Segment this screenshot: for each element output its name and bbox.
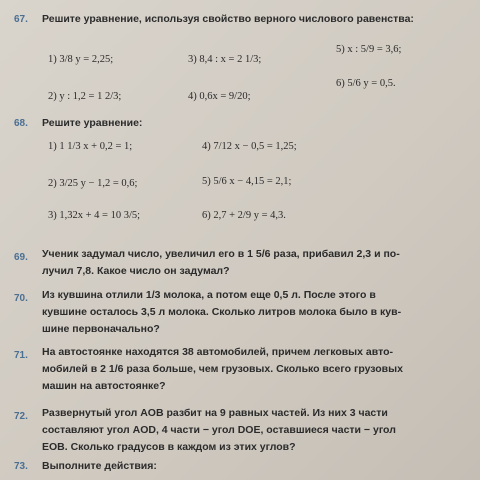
equation-item: 6) 2,7 + 2/9 y = 4,3. xyxy=(202,210,286,221)
text-line: EOB. Сколько градусов в каждом из этих углов? xyxy=(42,441,296,453)
text-line: Из кувшина отлили 1/3 молока, а потом еще 0,5 л. После этого в xyxy=(42,289,376,301)
problem-text xyxy=(42,344,403,395)
problem-title: Решите уравнение, используя свойство верного числового равенства: xyxy=(42,13,414,25)
equation-item: 6) 5/6 y = 0,5. xyxy=(336,78,396,89)
problem-number: 67. xyxy=(14,14,28,25)
text-line: кувшине осталось 3,5 л молока. Сколько литров молока было в кув- xyxy=(42,306,402,318)
problem-text xyxy=(42,287,401,338)
text-line: шине первоначально? xyxy=(42,323,160,335)
equation-item: 2) y : 1,2 = 1 2/3; xyxy=(48,91,122,102)
problem-number: 68. xyxy=(14,118,28,129)
text-line: составляют угол AOD, 4 части − угол DOE, оставшиеся части − угол xyxy=(42,424,396,436)
text-line: мобилей в 2 1/6 раза больше, чем грузовых. Сколько всего грузовых xyxy=(42,363,403,375)
equation-item: 5) 5/6 x − 4,15 = 2,1; xyxy=(202,176,292,187)
text-line: лучил 7,8. Какое число он задумал? xyxy=(42,265,230,277)
text-line: машин на автостоянке? xyxy=(42,380,166,392)
equation-item: 4) 7/12 x − 0,5 = 1,25; xyxy=(202,141,297,152)
problem-number: 73. xyxy=(14,461,28,472)
equation-item: 1) 3/8 y = 2,25; xyxy=(48,54,114,65)
equation-item: 5) x : 5/9 = 3,6; xyxy=(336,44,402,55)
equation-item: 2) 3/25 y − 1,2 = 0,6; xyxy=(48,178,138,189)
text-line: Развернутый угол AOB разбит на 9 равных частей. Из них 3 части xyxy=(42,407,388,419)
equation-item: 3) 1,32x + 4 = 10 3/5; xyxy=(48,210,141,221)
equation-item: 3) 8,4 : x = 2 1/3; xyxy=(188,54,262,65)
problem-number: 71. xyxy=(14,350,28,361)
problem-text xyxy=(42,246,400,280)
equation-item: 1) 1 1/3 x + 0,2 = 1; xyxy=(48,141,133,152)
text-line: На автостоянке находятся 38 автомобилей, причем легковых авто- xyxy=(42,346,393,358)
problem-number: 72. xyxy=(14,411,28,422)
problem-title: Выполните действия: xyxy=(42,460,157,472)
equation-item: 4) 0,6x = 9/20; xyxy=(188,91,251,102)
problem-number: 70. xyxy=(14,293,28,304)
problem-number: 69. xyxy=(14,252,28,263)
text-line: Ученик задумал число, увеличил его в 1 5/6 раза, прибавил 2,3 и по- xyxy=(42,248,400,260)
problem-text xyxy=(42,405,396,456)
problem-title: Решите уравнение: xyxy=(42,117,143,129)
